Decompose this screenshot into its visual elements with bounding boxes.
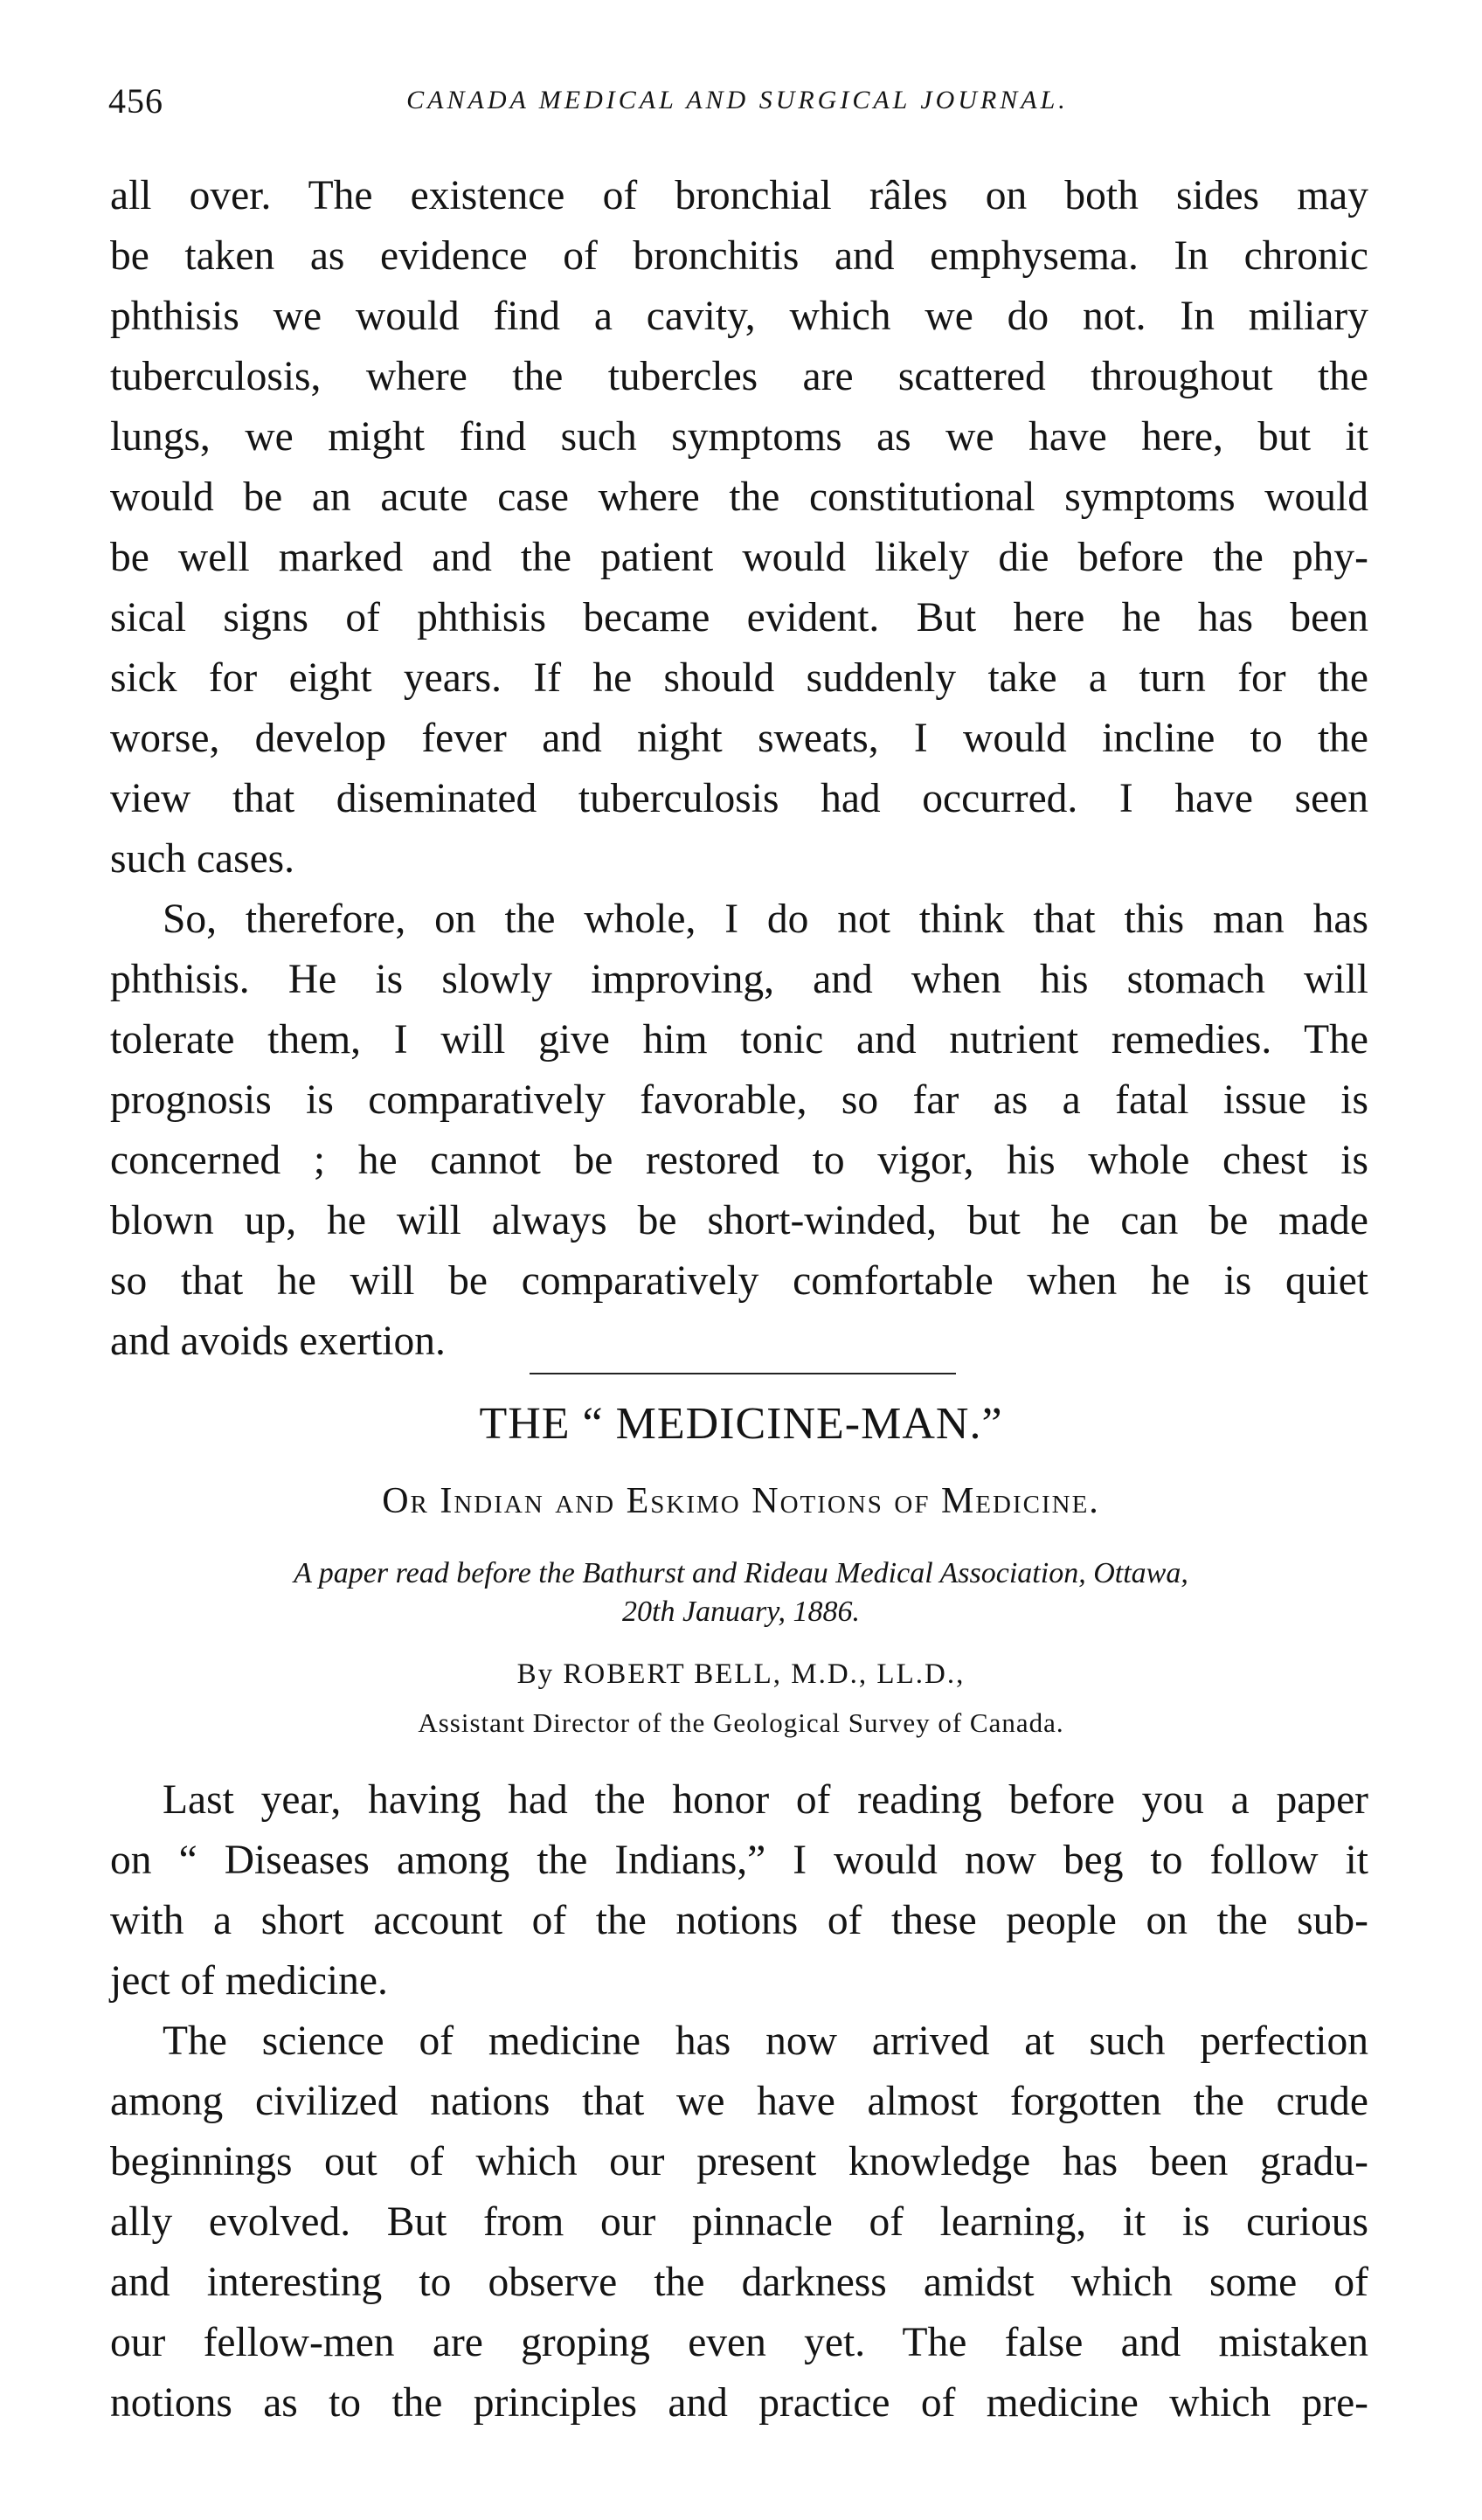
text-line: so that he will be comparatively comfortable when he is quiet [110, 1258, 1368, 1304]
closing-paragraphs [110, 166, 1368, 1372]
text-line: our fellow-men are groping even yet. The false and mistaken [110, 2320, 1368, 2365]
text-line: concerned ; he cannot be restored to vigor, his whole chest is [110, 1138, 1368, 1183]
text-line: such cases. [110, 836, 295, 882]
paragraph-start-line: So, therefore, on the whole, I do not think that this man has [163, 897, 1368, 942]
text-line: would be an acute case where the constitutional symptoms would [110, 474, 1368, 520]
text-line: ally evolved. But from our pinnacle of learning, it is curious [110, 2199, 1368, 2245]
text-line: prognosis is comparatively favorable, so far as a fatal issue is [110, 1077, 1368, 1123]
page-number: 456 [108, 81, 163, 121]
text-line: among civilized nations that we have almost forgotten the crude [110, 2079, 1368, 2124]
article-note-date: 20th January, 1886. [622, 1596, 860, 1628]
article-note: A paper read before the Bathurst and Rideau Medical Association, Ottawa, [294, 1557, 1188, 1589]
text-line: all over. The existence of bronchial râles on both sides may [110, 173, 1368, 218]
text-line: worse, develop fever and night sweats, I would incline to the [110, 716, 1368, 761]
text-line: tolerate them, I will give him tonic and nutrient remedies. The [110, 1017, 1368, 1063]
text-line: ject of medicine. [110, 1958, 388, 2004]
text-line: sick for eight years. If he should suddenly take a turn for the [110, 655, 1368, 701]
journal-title: CANADA MEDICAL AND SURGICAL JOURNAL. [406, 86, 1069, 114]
author-byline: By ROBERT BELL, M.D., LL.D., [516, 1658, 966, 1690]
text-line: blown up, he will always be short-winded, but he can be made [110, 1198, 1368, 1243]
text-line: be taken as evidence of bronchitis and emphysema. In chronic [110, 233, 1368, 279]
text-line: with a short account of the notions of these people on the sub- [110, 1898, 1368, 1943]
text-line: phthisis we would find a cavity, which we do not. In miliary [110, 294, 1368, 339]
text-line: phthisis. He is slowly improving, and when his stomach will [110, 957, 1368, 1002]
article-body [110, 1770, 1368, 2433]
text-line: on “ Diseases among the Indians,” I would now beg to follow it [110, 1838, 1368, 1883]
text-line: sical signs of phthisis became evident. But here he has been [110, 595, 1368, 640]
section-divider [530, 1373, 956, 1374]
text-line: and interesting to observe the darkness amidst which some of [110, 2260, 1368, 2305]
running-head [108, 80, 1367, 124]
text-line: lungs, we might find such symptoms as we have here, but it [110, 414, 1368, 460]
text-line: beginnings out of which our present knowledge has been gradu- [110, 2139, 1368, 2184]
text-line: be well marked and the patient would likely die before the phy- [110, 535, 1368, 580]
author-affiliation: Assistant Director of the Geological Survey of Canada. [418, 1707, 1064, 1738]
article-title: THE “ MEDICINE-MAN.” [479, 1399, 1003, 1449]
text-line: and avoids exertion. [110, 1319, 446, 1364]
paragraph-start-line: The science of medicine has now arrived at such perfection [163, 2018, 1368, 2064]
text-line: notions as to the principles and practice of medicine which pre- [110, 2380, 1368, 2426]
text-line: view that diseminated tuberculosis had occurred. I have seen [110, 776, 1368, 821]
article-subtitle: Or Indian and Eskimo Notions of Medicine. [382, 1481, 1100, 1521]
text-line: tuberculosis, where the tubercles are scattered throughout the [110, 354, 1368, 399]
paragraph-start-line: Last year, having had the honor of reading before you a paper [163, 1777, 1368, 1823]
